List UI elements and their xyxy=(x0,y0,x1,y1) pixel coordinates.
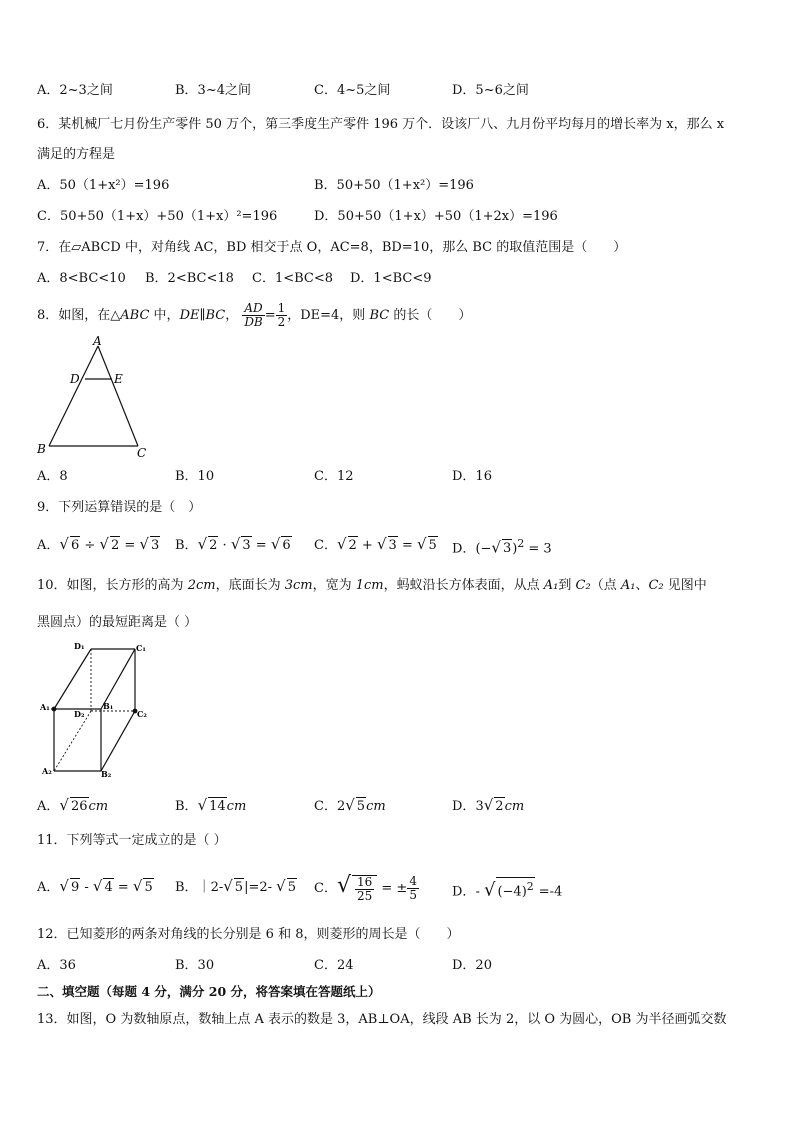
label-d: D xyxy=(70,372,80,386)
q8-option-d: D．16 xyxy=(452,469,492,484)
q12-stem: 12．已知菱形的两条对角线的长分别是 6 和 8，则菱形的周长是（ ） xyxy=(37,927,460,942)
q5-option-d: D．5~6之间 xyxy=(452,83,529,98)
label-a1: A₁ xyxy=(40,702,50,712)
q10-box-figure xyxy=(36,640,161,780)
q6-option-a: A．50（1+x²）=196 xyxy=(37,178,170,193)
q12-option-a: A．36 xyxy=(37,958,76,973)
q8-option-c: C．12 xyxy=(314,469,354,484)
q7-option-a: A．8<BC<10 xyxy=(37,271,126,286)
q9-option-b: B．√ 2 · √ 3 = √ 6 xyxy=(175,535,291,553)
point-a1 xyxy=(52,707,57,712)
q8-option-b: B．10 xyxy=(175,469,215,484)
q10-option-d: D．3√ 2cm xyxy=(452,796,525,814)
q11-option-b: B．｜2-√ 5|=2- √ 5 xyxy=(175,877,296,895)
label-a: A xyxy=(93,334,102,348)
q9-option-c: C．√ 2 + √ 3 = √ 5 xyxy=(314,535,437,553)
q10-stem-line2: 黑圆点）的最短距离是（ ） xyxy=(37,615,198,630)
q13-stem: 13．如图，O 为数轴原点，数轴上点 A 表示的数是 3，AB⊥OA，线段 AB 长为 2，以 O 为圆心，OB 为半径画弧交数 xyxy=(37,1012,727,1027)
q12-option-d: D．20 xyxy=(452,958,492,973)
q5-option-a: A．2~3之间 xyxy=(37,83,113,98)
q8-stem: 8．如图，在△ABC 中，DE∥BC， $\frac{AD}{DB}$ = $\frac{1}{2}$ ，DE=4，则 BC 的长（ ） xyxy=(37,301,472,329)
q9-option-a: A．√ 6 ÷ √ 2 = √ 3 xyxy=(37,535,160,553)
q7-option-c: C．1<BC<8 xyxy=(252,271,334,286)
q7-option-d: D．1<BC<9 xyxy=(350,271,432,286)
q10-option-c: C．2√ 5cm xyxy=(314,796,386,814)
label-c: C xyxy=(137,446,147,460)
q8-option-a: A．8 xyxy=(37,469,68,484)
q10-stem-line1: 10．如图，长方形的高为 2cm，底面长为 3cm，宽为 1cm，蚂蚁沿长方体表面，从点 A₁到 C₂（点 A₁、C₂ 见图中 xyxy=(37,578,707,593)
q12-option-c: C．24 xyxy=(314,958,354,973)
label-e: E xyxy=(114,372,123,386)
label-b2: B₂ xyxy=(101,769,112,779)
label-c1: C₁ xyxy=(136,643,146,653)
label-b1: B₁ xyxy=(103,701,114,711)
label-c2: C₂ xyxy=(137,709,147,719)
q6-stem-line2: 满足的方程是 xyxy=(37,147,116,162)
label-d2: D₂ xyxy=(74,709,85,719)
section-fill-in-heading: 二、填空题（每题 4 分，满分 20 分，将答案填在答题纸上） xyxy=(37,984,381,999)
q5-option-b: B．3~4之间 xyxy=(175,83,251,98)
q11-option-a: A．√ 9 - √ 4 = √ 5 xyxy=(37,877,153,895)
one-half-fraction: $\frac{1}{2}$ xyxy=(277,301,286,329)
q6-option-c: C．50+50（1+x）+50（1+x）²=196 xyxy=(37,209,278,224)
q12-option-b: B．30 xyxy=(175,958,215,973)
label-d1: D₁ xyxy=(74,641,85,651)
q6-stem-line1: 6．某机械厂七月份生产零件 50 万个，第三季度生产零件 196 万个．设该厂八、九月份平均每月的增长率为 x，那么 x xyxy=(37,117,725,132)
q11-option-c: C．√ $\frac{16}{25}$ = ± $\frac{4}{5}$ xyxy=(314,873,417,903)
q7-stem: 7．在▱ABCD 中，对角线 AC，BD 相交于点 O，AC=8，BD=10，那么 BC 的取值范围是（ ） xyxy=(37,240,627,255)
q11-option-d: D．- √ $(-4)^2 =-4$ xyxy=(452,877,562,901)
q8-triangle-figure xyxy=(30,332,160,462)
q9-option-d: D．(−√ 3)$^2$ = 3 xyxy=(452,537,552,557)
q10-option-b: B．√ 14cm xyxy=(175,796,247,814)
q7-option-b: B．2<BC<18 xyxy=(145,271,234,286)
q5-option-c: C．4~5之间 xyxy=(314,83,391,98)
q6-option-b: B．50+50（1+x²）=196 xyxy=(314,178,474,193)
q11-stem: 11．下列等式一定成立的是（ ） xyxy=(37,833,227,848)
q6-option-d: D．50+50（1+x）+50（1+2x）=196 xyxy=(314,209,558,224)
label-b: B xyxy=(37,442,46,456)
ad-db-fraction: $\frac{AD}{DB}$ xyxy=(244,301,263,329)
label-a2: A₂ xyxy=(42,766,52,776)
q10-option-a: A．√ 26cm xyxy=(37,796,109,814)
q9-stem: 9．下列运算错误的是（ ） xyxy=(37,500,202,515)
